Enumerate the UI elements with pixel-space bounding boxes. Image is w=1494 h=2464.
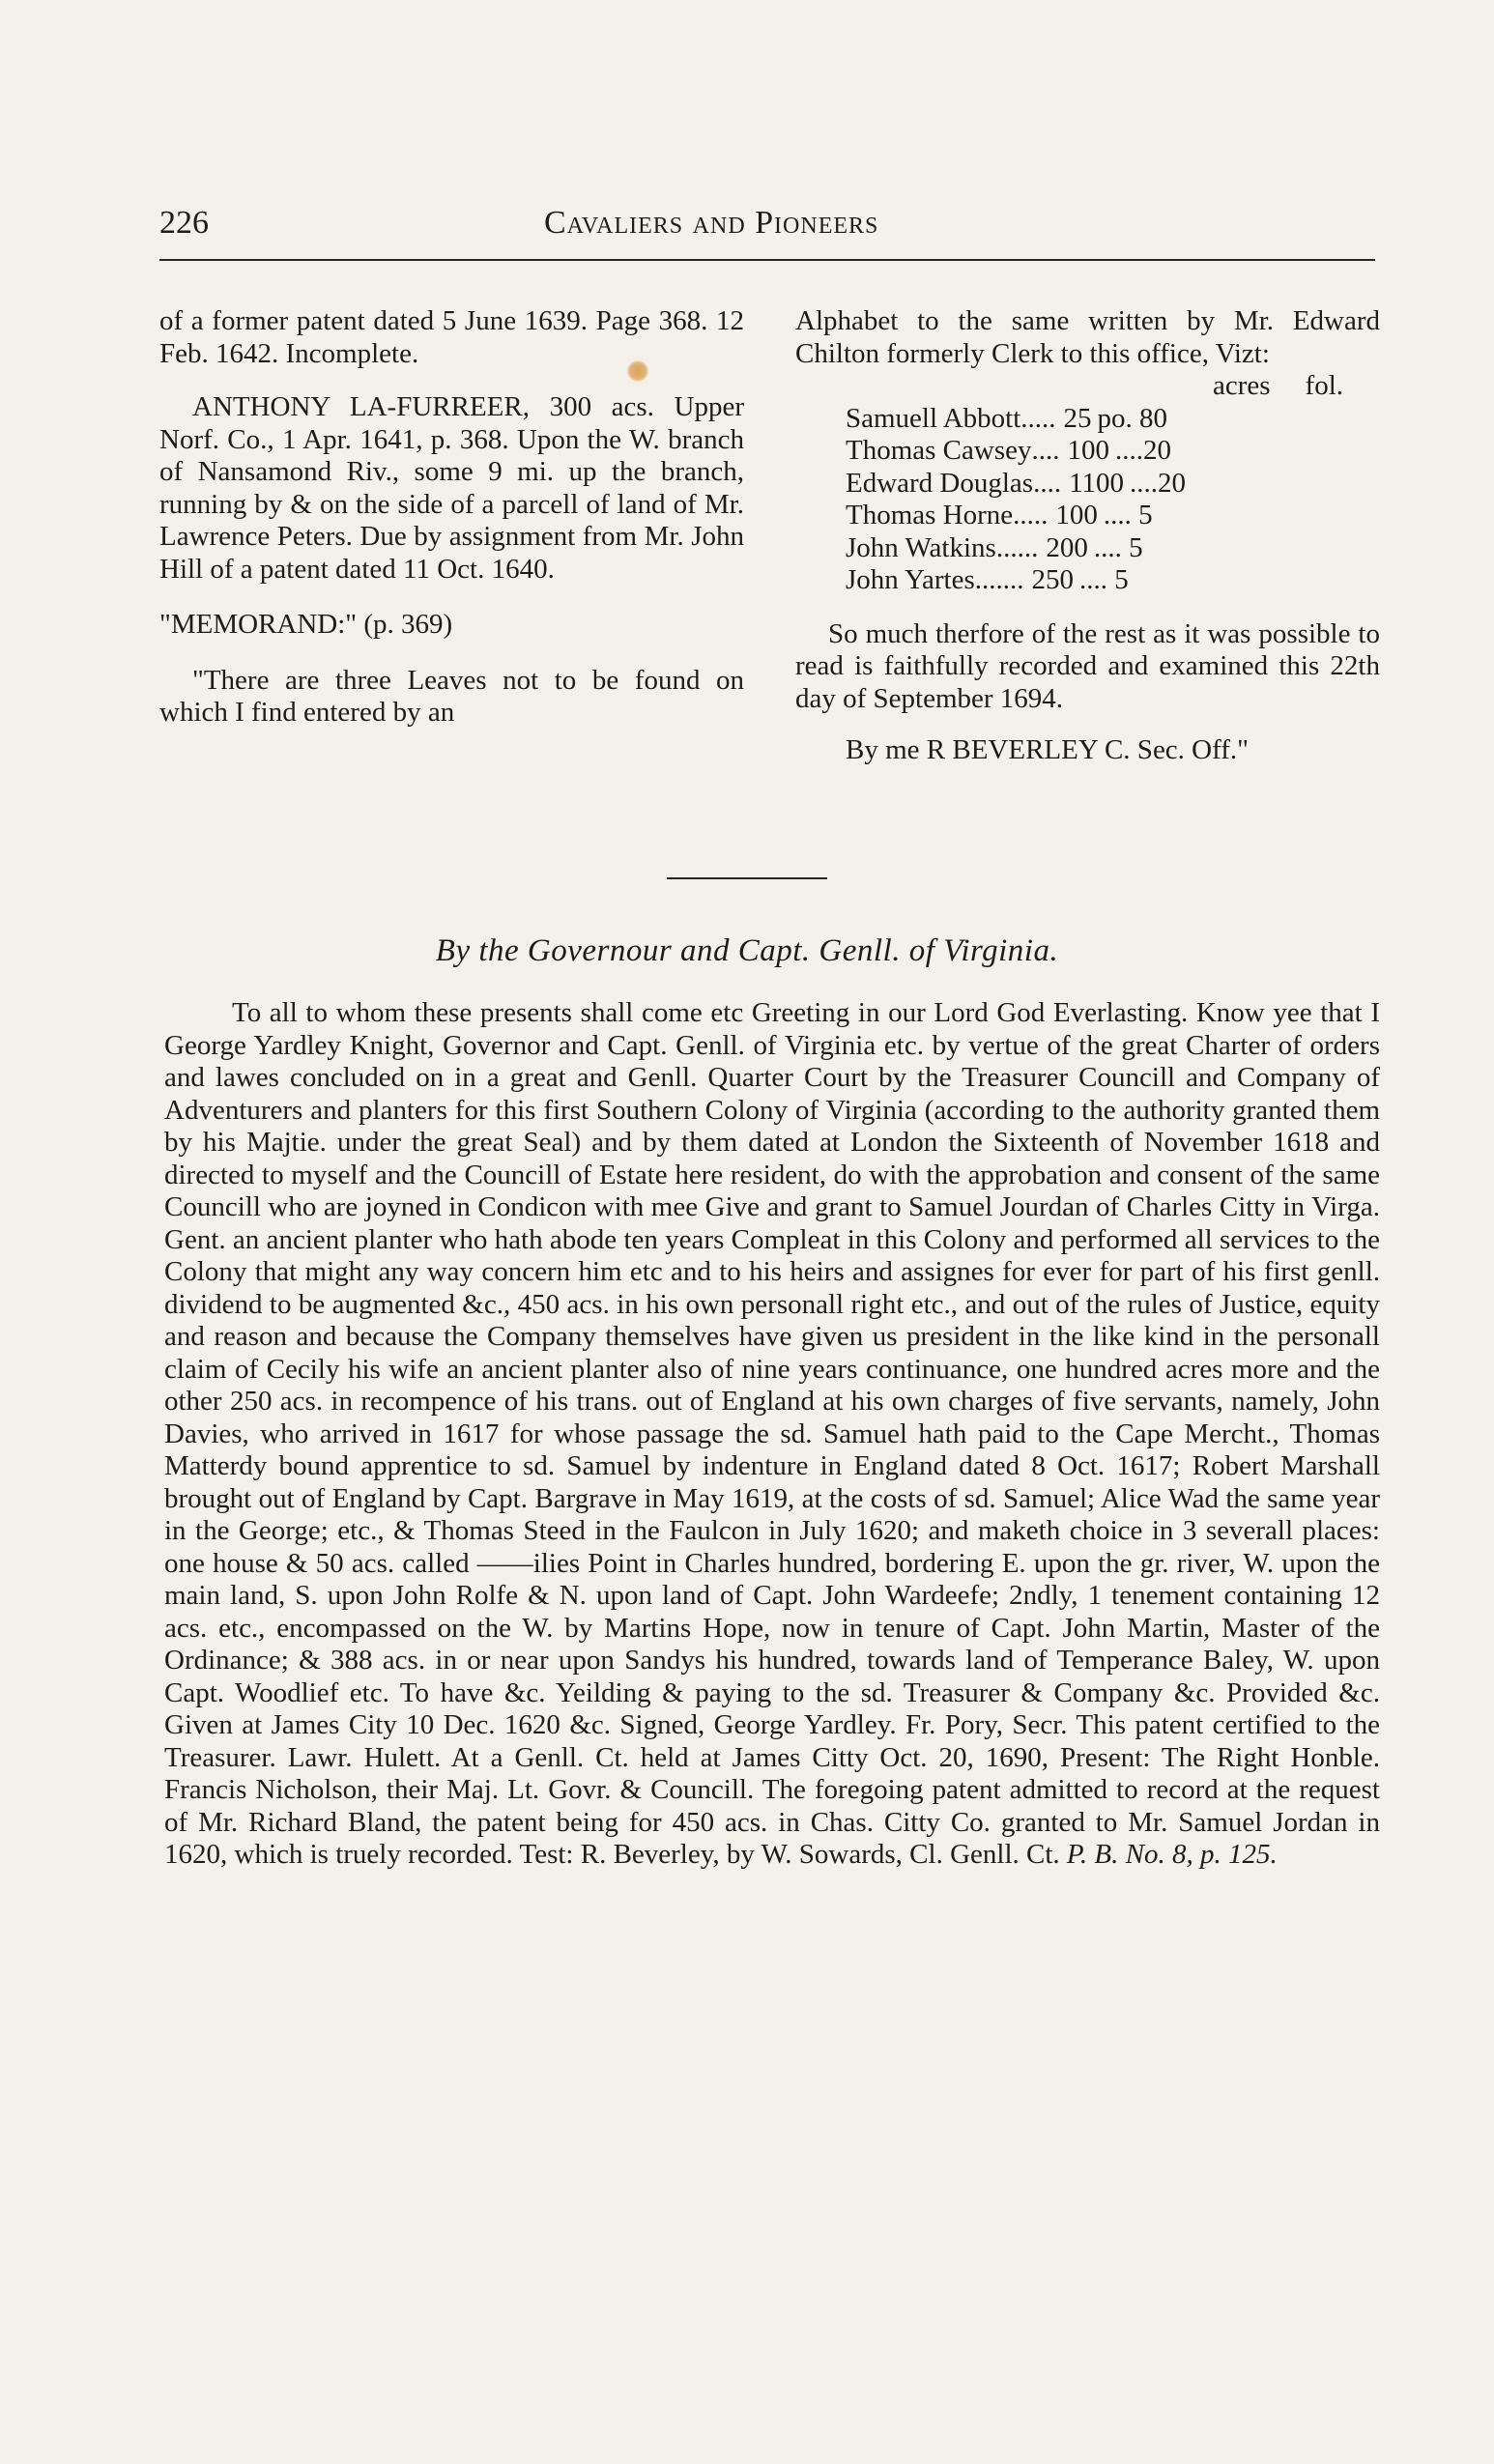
ledger-fol: ....20 [1115, 435, 1171, 466]
ledger-name: John Yartes [846, 564, 975, 595]
ledger-header-acres: acres [1212, 370, 1271, 401]
ledger-header [795, 370, 1380, 403]
signature: By me R BEVERLEY C. Sec. Off." [846, 734, 1250, 765]
right-paragraph-1: Alphabet to the same written by Mr. Edward Chilton formerly Clerk to this office, Vizt: [795, 305, 1380, 369]
ledger-name: John Watkins [846, 531, 996, 563]
ledger-row [846, 435, 1380, 468]
ledger-row [846, 500, 1380, 532]
ledger-acres: 200 [1046, 531, 1088, 563]
ledger-acres: 250 [1031, 564, 1074, 595]
ledger-dots: ..... [1013, 500, 1049, 530]
patent-entry-la-furreer: ANTHONY LA-FURREER, 300 acs. Upper Norf. Co., 1 Apr. 1641, p. 368. Upon the W. branch of Nansamond Riv., some 9 mi. up the branch, running by & on the side of a parcell of land of Mr. Lawrence Peters. Due by assignment from Mr. John Hill of a patent dated 11 Oct. 1640. [159, 391, 744, 585]
ledger-dots: ...... [995, 531, 1039, 563]
ledger-name: Edward Douglas [846, 467, 1034, 499]
ledger-name: Thomas Cawsey [846, 435, 1032, 466]
running-title: Cavaliers and Pioneers [544, 205, 879, 241]
ledger-name: Samuell Abbott [846, 402, 1021, 434]
ledger-fol: .... 5 [1079, 564, 1129, 595]
ledger-dots: .... [1033, 467, 1062, 499]
section-divider [667, 877, 827, 879]
left-paragraph-1: of a former patent dated 5 June 1639. Page 368. 12 Feb. 1642. Incomplete. [159, 305, 744, 369]
ledger-acres: 100 [1067, 435, 1109, 466]
patent-text: To all to whom these presents shall come etc Greeting in our Lord God Everlasting. Know yee that I George Yardley Knight, Governor and Capt. Genll. of Virginia etc. by vertue of the great Charter of orders and lawes concluded on in a great and Genll. Quarter Court by the Treasurer Councill and Company of Adventurers and planters for this first Southern Colony of Virginia (according to the authority granted them by his Majtie. under the great Seal) and by them dated at London the Sixteenth of November 1618 and directed to myself and the Councill of Estate here resident, do with the approbation and consent of the same Councill who are joyned in Condicon with mee Give and grant to Samuel Jourdan of Charles Citty in Virga. Gent. an ancient planter who hath abode ten years Compleat in this Colony and performed all services to the Colony that might any way concern him etc and to his heirs and assignes for ever for part of his first genll. dividend to be augmented &c., 450 acs. in his own personall right etc., and out of the rules of Justice, equity and reason and because the Company themselves have given us president in the like kind in the personall claim of Cecily his wife an ancient planter also of nine years continuance, one hundred acres more and the other 250 acs. in recompence of his trans. out of England at his own charges of five servants, namely, John Davies, who arrived in 1617 for whose passage the sd. Samuel hath paid to the Cape Mercht., Thomas Matterdy bound apprentice to sd. Samuel by indenture in England dated 8 Oct. 1617; Robert Marshall brought out of England by Capt. Bargrave in May 1619, at the costs of sd. Samuel; Alice Wad the same year in the George; etc., & Thomas Steed in the Faulcon in July 1620; and maketh choice in 3 severall places: one house & 50 acs. called ——ilies Point in Charles hundred, bordering E. upon the gr. river, W. upon the main land, S. upon John Rolfe & N. upon land of Capt. John Wardeefe; 2ndly, 1 tenement containing 12 acs. etc., encompassed on the W. by Martins Hope, now in tenure of Capt. John Martin, Master of the Ordinance; & 388 acs. in or near upon Sandys his hundred, towards land of Temperance Baley, W. upon Capt. Woodlief etc. To have &c. Yeilding & paying to the sd. Treasurer & Company &c. Provided &c. Given at James City 10 Dec. 1620 &c. Signed, George Yardley. Fr. Pory, Secr. This patent certified to the Treasurer. Lawr. Hulett. At a Genll. Ct. held at James Citty Oct. 20, 1690, Present: The Right Honble. Francis Nicholson, their Maj. Lt. Govr. & Councill. The foregoing patent admitted to record at the request of Mr. Richard Bland, the patent being for 450 acs. in Chas. Citty Co. granted to Mr. Samuel Jordan in 1620, which is truely recorded. Test: R. Beverley, by W. Sowards, Cl. Genll. Ct. [164, 997, 1380, 1870]
ledger-name: Thomas Horne [846, 500, 1014, 530]
ledger-acres: 25 [1063, 402, 1092, 434]
patent-body [164, 997, 1380, 1872]
patent-citation: P. B. No. 8, p. 125. [1066, 1839, 1278, 1870]
section-heading: By the Governour and Capt. Genll. of Virginia. [435, 933, 1059, 968]
ledger-fol: .... 5 [1103, 500, 1153, 530]
ledger-row [846, 403, 1380, 436]
ledger-dots: ....... [974, 564, 1024, 595]
ledger-row [846, 532, 1380, 565]
ledger-acres: 100 [1055, 500, 1098, 530]
ledger-fol: po. 80 [1097, 402, 1167, 434]
memorandum-text: "There are three Leaves not to be found on which I find entered by an [159, 664, 744, 728]
page-number: 226 [159, 205, 209, 241]
ledger-dots: .... [1031, 435, 1060, 466]
ledger-dots: ..... [1020, 402, 1056, 434]
ledger-list [795, 403, 1380, 597]
page-header [159, 205, 1375, 261]
ledger-row [846, 564, 1380, 597]
ledger-fol: ....20 [1130, 467, 1187, 499]
ledger-acres: 1100 [1069, 467, 1125, 499]
ledger-header-fol: fol. [1305, 370, 1343, 401]
left-column [159, 305, 744, 730]
patent-paragraph [164, 997, 1380, 1872]
memorandum-heading: "MEMORAND:" (p. 369) [159, 609, 453, 640]
right-column [795, 305, 1380, 767]
right-paragraph-2: So much therfore of the rest as it was possible to read is faithfully recorded and examined this 22th day of September 1694. [795, 617, 1380, 714]
ledger-fol: .... 5 [1093, 531, 1143, 563]
ledger-row [846, 468, 1380, 501]
